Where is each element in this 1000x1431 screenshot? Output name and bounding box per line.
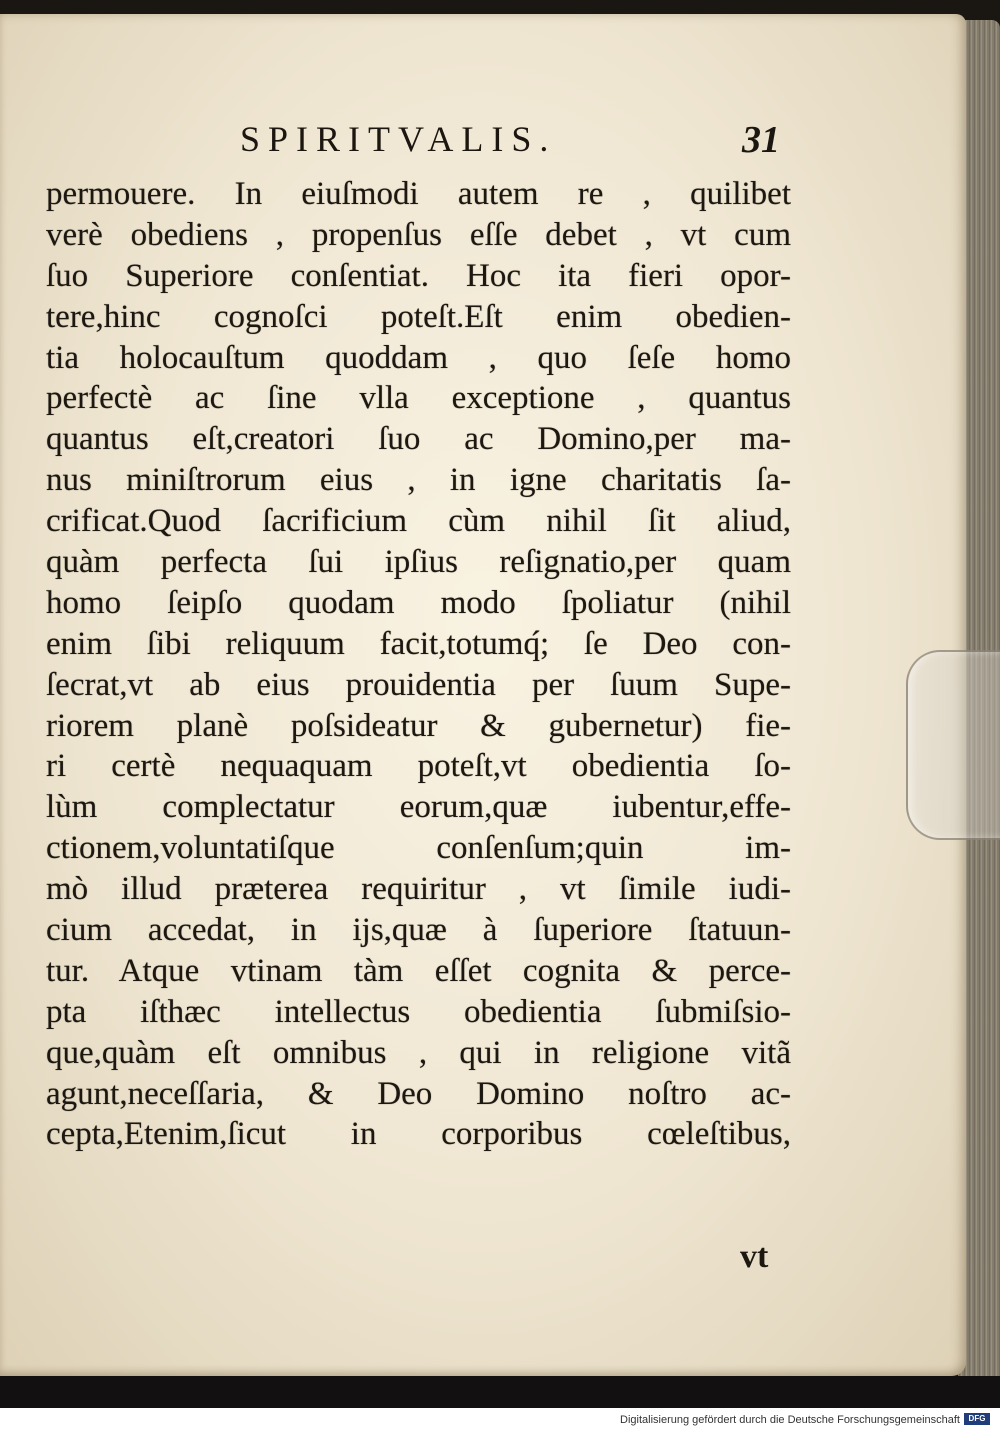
text-line: homo ſeipſo quodam modo ſpoliatur (nihil xyxy=(46,584,791,621)
running-head-title: SPIRITVALIS. xyxy=(240,119,557,159)
page-clip xyxy=(906,650,1000,840)
text-line: quantus eſt,creatori ſuo ac Domino,per ma- xyxy=(46,421,791,458)
text-line: lùm complectatur eorum,quæ iubentur,effe- xyxy=(46,789,791,826)
text-line: enim ſibi reliquum facit,totumq́; ſe Deo con- xyxy=(46,625,791,662)
text-line: tur. Atque vtinam tàm eſſet cognita & perce- xyxy=(46,952,791,989)
text-line: pta iſthæc intellectus obedientia ſubmiſsio- xyxy=(46,993,791,1030)
text-line: cepta,Etenim,ſicut in corporibus cœleſtibus, xyxy=(46,1116,791,1153)
catchword: vt xyxy=(740,1238,769,1275)
book-page xyxy=(0,14,966,1376)
text-line: ri certè nequaquam poteſt,vt obedientia ſo- xyxy=(46,748,791,785)
text-line: verè obediens , propenſus eſſe debet , vt cum xyxy=(46,216,791,253)
text-line: ctionem,voluntatiſque conſenſum;quin im- xyxy=(46,830,791,867)
text-line: riorem planè poſsideatur & gubernetur) fie- xyxy=(46,707,791,744)
text-line: nus miniſtrorum eius , in igne charitatis ſa- xyxy=(46,462,791,499)
dfg-logo-icon: DFG xyxy=(964,1413,990,1425)
text-line: permouere. In eiuſmodi autem re , quilibet xyxy=(46,176,791,212)
text-line: cium accedat, in ijs,quæ à ſuperiore ſtatuun- xyxy=(46,912,791,949)
text-line: mò illud præterea requiritur , vt ſimile iudi- xyxy=(46,871,791,908)
scan-bottom-edge xyxy=(0,1376,1000,1408)
page-number: 31 xyxy=(742,119,780,161)
body-text xyxy=(46,174,791,1155)
text-line: agunt,neceſſaria, & Deo Domino noſtro ac- xyxy=(46,1075,791,1112)
funding-credit: Digitalisierung gefördert durch die Deutsche Forschungsgemeinschaft xyxy=(620,1414,960,1426)
text-line: ſuo Superiore conſentiat. Hoc ita fieri opor- xyxy=(46,257,791,294)
text-line: quàm perfecta ſui ipſius reſignatio,per quam xyxy=(46,544,791,581)
text-line: tia holocauſtum quoddam , quo ſeſe homo xyxy=(46,339,791,376)
running-head xyxy=(50,118,790,174)
text-line: tere,hinc cognoſci poteſt.Eſt enim obedien- xyxy=(46,298,791,335)
text-line: perfectè ac ſine vlla exceptione , quantus xyxy=(46,380,791,417)
text-line: crificat.Quod ſacrificium cùm nihil ſit aliud, xyxy=(46,503,791,540)
footer-bar xyxy=(0,1408,1000,1431)
text-line: ſecrat,vt ab eius prouidentia per ſuum Supe- xyxy=(46,666,791,703)
text-line: que,quàm eſt omnibus , qui in religione vitã xyxy=(46,1034,791,1071)
